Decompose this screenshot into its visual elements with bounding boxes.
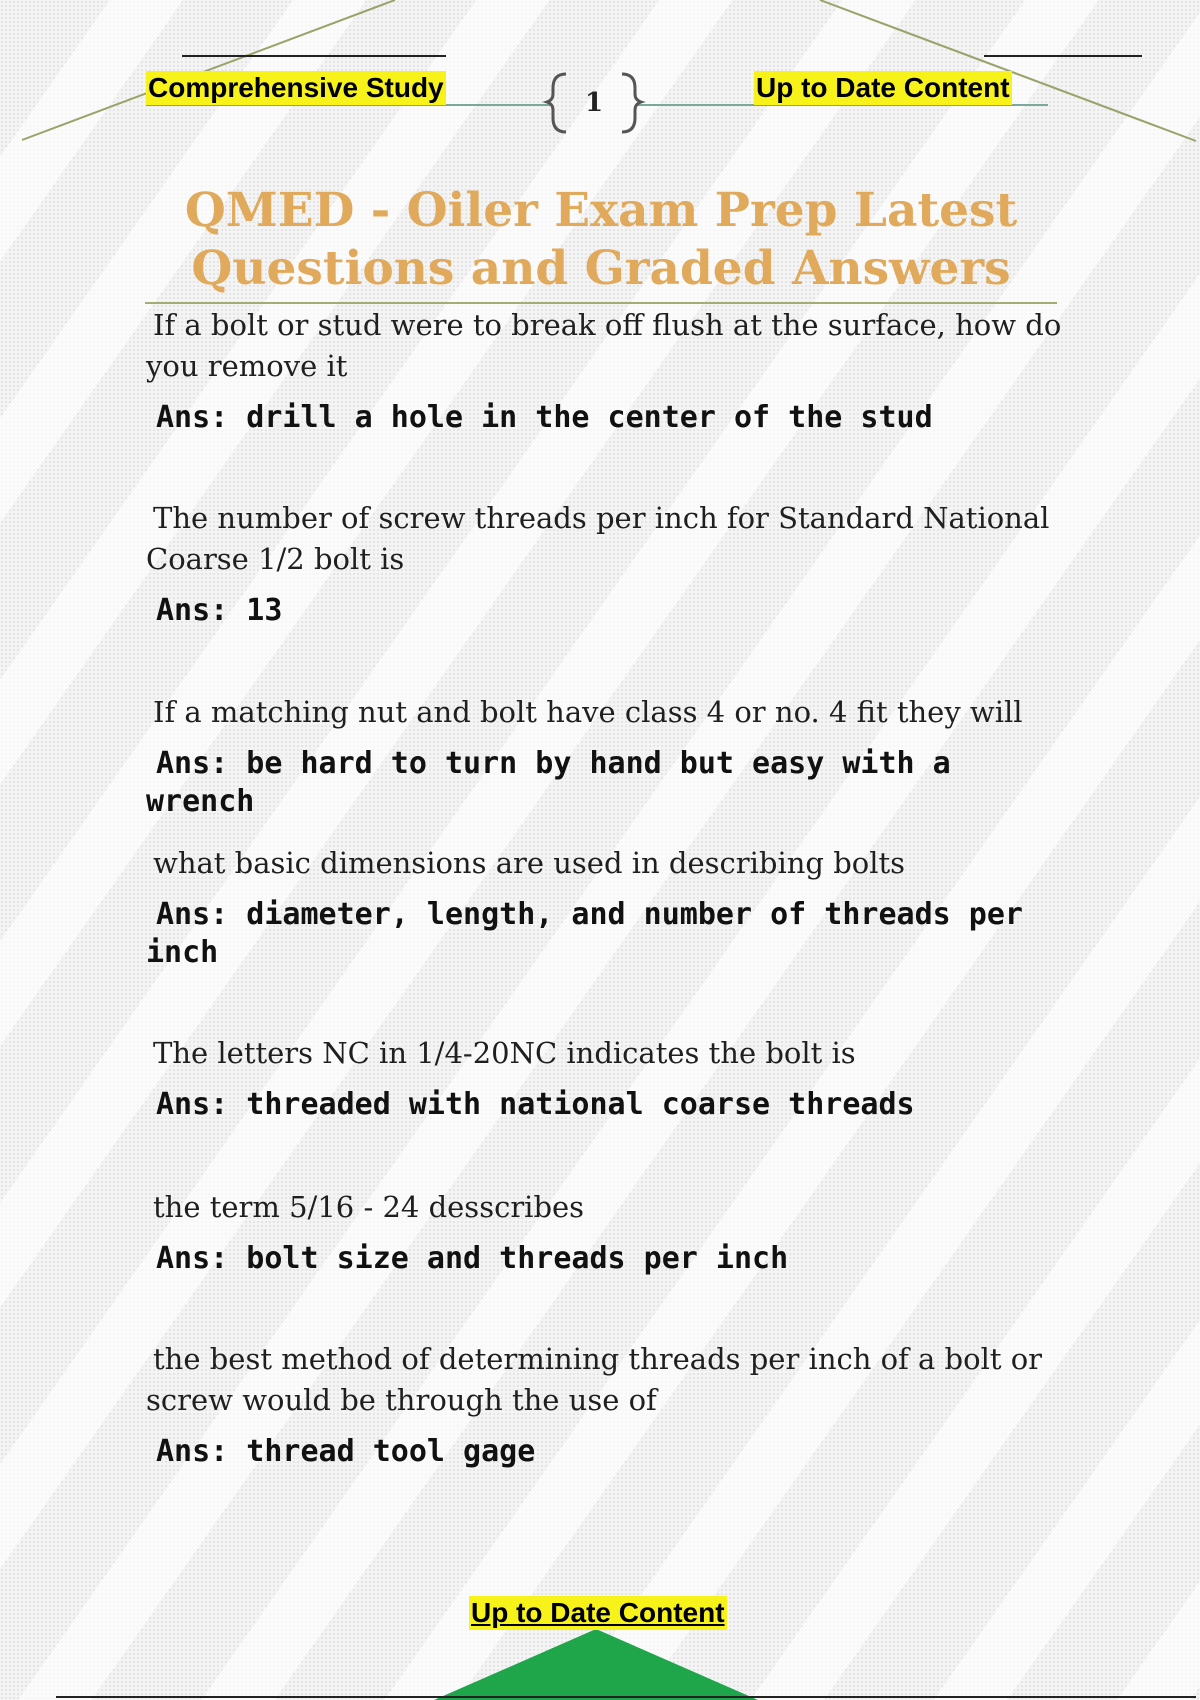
qa-item-3 xyxy=(146,692,1066,821)
question-text: the best method of determining threads per inch of a bolt or screw would be through the use of xyxy=(146,1342,1043,1417)
qa-item-6 xyxy=(146,1187,1066,1278)
qa-item-5 xyxy=(146,1033,1066,1124)
answer-text: Ans: thread tool gage xyxy=(156,1434,536,1469)
document-title xyxy=(145,182,1057,298)
answer-text: Ans: diameter, length, and number of threads per inch xyxy=(146,897,1023,970)
qa-item-1 xyxy=(146,305,1066,437)
title-line-1: QMED - Oiler Exam Prep Latest xyxy=(184,183,1018,238)
answer-text: Ans: drill a hole in the center of the stud xyxy=(156,400,933,435)
footer-label: Up to Date Content xyxy=(471,1597,725,1628)
header-left-diagonal-line xyxy=(22,0,395,140)
answer-text: Ans: threaded with national coarse threads xyxy=(156,1087,915,1122)
answer-text: Ans: bolt size and threads per inch xyxy=(156,1241,789,1276)
answer-text: Ans: be hard to turn by hand but easy with a wrench xyxy=(146,746,951,819)
qa-item-4 xyxy=(146,843,1066,972)
header-right-label: Up to Date Content xyxy=(756,72,1010,103)
footer-green-triangle xyxy=(434,1629,758,1700)
page-number: 1 xyxy=(584,88,604,118)
title-underline xyxy=(145,302,1057,304)
question-text: The number of screw threads per inch for Standard National Coarse 1/2 bolt is xyxy=(146,501,1050,576)
question-text: the term 5/16 - 24 desscribes xyxy=(153,1190,585,1224)
header-left-label: Comprehensive Study xyxy=(148,72,444,103)
question-text: what basic dimensions are used in describing bolts xyxy=(153,846,906,880)
answer-text: Ans: 13 xyxy=(156,593,283,628)
title-line-2: Questions and Graded Answers xyxy=(191,241,1011,296)
qa-item-2 xyxy=(146,498,1066,630)
qa-item-7 xyxy=(146,1339,1066,1471)
question-text: If a bolt or stud were to break off flush at the surface, how do you remove it xyxy=(146,308,1062,383)
question-text: If a matching nut and bolt have class 4 or no. 4 fit they will xyxy=(153,695,1023,729)
question-text: The letters NC in 1/4-20NC indicates the bolt is xyxy=(153,1036,856,1070)
